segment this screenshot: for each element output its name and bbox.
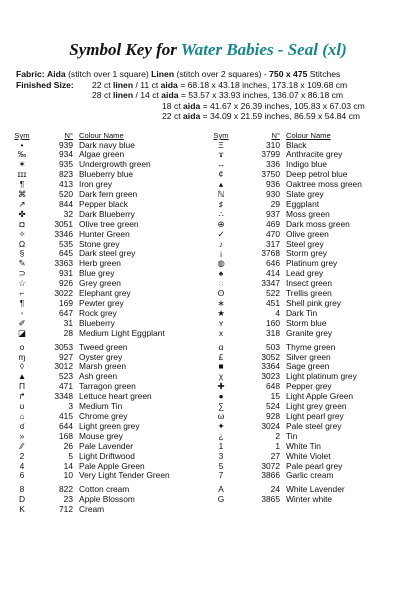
colour-name-cell: Light Apple Green <box>286 391 354 402</box>
number-cell: 469 <box>266 218 280 229</box>
symbol-cell: £ <box>218 351 224 362</box>
finished-row: 18 ct aida = 41.67 x 26.39 inches, 105.83 x 67.03 cm <box>162 100 365 111</box>
colour-name-cell: Insect green <box>286 278 333 289</box>
number-cell: 520 <box>59 189 73 200</box>
finished-rows <box>92 80 416 122</box>
symbol-cell: ∴ <box>218 208 224 219</box>
symbol-cell: o <box>19 341 25 352</box>
number-cell: 160 <box>266 317 280 328</box>
colour-name-cell: Mouse grey <box>79 430 123 441</box>
number-cell: 3346 <box>54 228 73 239</box>
finished-row: 22 ct aida = 34.09 x 21.59 inches, 86.59 x 54.84 cm <box>162 111 361 122</box>
symbol-cell: ✚ <box>217 381 225 392</box>
number-cell: 29 <box>270 198 280 209</box>
colour-name-cell: Moss green <box>286 208 330 219</box>
number-cell: 24 <box>270 484 280 495</box>
symbol-cell: ✶ <box>18 159 26 170</box>
title-prefix: Symbol Key for <box>69 40 181 59</box>
number-cell: 523 <box>59 371 73 382</box>
symbol-cell: ¢ <box>218 169 224 180</box>
table-row <box>10 505 198 515</box>
symbol-cell: ⌂ <box>19 410 25 421</box>
symbol-cell: ʊ <box>19 401 25 412</box>
fabric-label: Fabric: <box>16 69 45 79</box>
number-cell: 5 <box>68 450 73 461</box>
colour-name-cell: Medium Tin <box>79 401 123 412</box>
number-cell: 15 <box>270 391 280 402</box>
symbol-cell: ⌘ <box>17 189 27 200</box>
colour-name-cell: Oaktree moss green <box>286 179 362 190</box>
number-cell: 647 <box>59 307 73 318</box>
colour-name-cell: Tin <box>286 430 298 441</box>
page-title <box>0 40 416 60</box>
colour-name-cell: Winter white <box>286 494 333 505</box>
symbol-cell: ✐ <box>18 317 26 328</box>
number-cell: 644 <box>59 420 73 431</box>
number-cell: 168 <box>59 430 73 441</box>
number-cell: 3750 <box>261 169 280 180</box>
symbol-cell: ∗ <box>217 298 225 308</box>
number-cell: 3072 <box>261 460 280 471</box>
symbol-cell: ʛ <box>19 420 25 431</box>
number-cell: 27 <box>270 450 280 461</box>
number-cell: 3866 <box>261 470 280 481</box>
number-cell: 414 <box>266 268 280 279</box>
colour-name-cell: Pewter grey <box>79 298 124 308</box>
number-cell: 928 <box>266 410 280 421</box>
fabric-sep: - <box>263 69 267 79</box>
symbol-cell: ■ <box>218 361 224 372</box>
symbol-cell: 3 <box>218 450 224 461</box>
symbol-cell: ʘ <box>217 288 225 299</box>
symbol-cell: χ <box>218 371 224 382</box>
symbol-cell: A <box>218 484 224 495</box>
colour-name-cell: Granite grey <box>286 327 333 338</box>
number-cell: 470 <box>266 228 280 239</box>
fabric-stitches: 750 x 475 <box>269 69 308 79</box>
number-cell: 939 <box>59 139 73 150</box>
symbol-cell: ω <box>217 410 225 421</box>
symbol-cell: ⊃ <box>18 268 26 279</box>
fabric-aida-note: (stitch over 1 square) <box>68 69 149 79</box>
colour-name-cell: Light Driftwood <box>79 450 135 461</box>
colour-name-cell: Hunter Green <box>79 228 130 239</box>
colour-name-cell: Garlic cream <box>286 470 334 481</box>
symbol-cell: ◦ <box>20 307 24 318</box>
table-header <box>210 131 410 141</box>
table-row <box>210 422 410 432</box>
symbol-cell: ★ <box>217 307 225 318</box>
number-cell: 471 <box>59 381 73 392</box>
symbol-cell: ¡ <box>219 248 223 259</box>
colour-name-cell: Blue grey <box>79 268 115 279</box>
colour-name-cell: White Violet <box>286 450 331 461</box>
number-cell: 415 <box>59 410 73 421</box>
colour-name-cell: Lettuce heart green <box>79 391 152 402</box>
symbol-cell: ◌ <box>218 278 224 289</box>
header-sym: Sym <box>213 131 229 140</box>
header-name: Colour Name <box>79 131 124 140</box>
number-cell: 31 <box>63 317 73 328</box>
symbol-cell: ¶ <box>19 179 25 190</box>
symbol-cell: ∑ <box>218 401 224 412</box>
symbol-cell: ◪ <box>18 327 26 338</box>
symbol-cell: ɑ <box>218 341 224 352</box>
symbol-cell: ↔ <box>216 159 226 170</box>
symbol-cell: ℕ <box>217 189 225 200</box>
colour-name-cell: Cotton cream <box>79 484 130 495</box>
colour-name-cell: White Lavender <box>286 484 345 495</box>
finished-row: 28 ct linen / 14 ct aida = 53.57 x 33.93 inches, 136.07 x 86.18 cm <box>92 90 344 101</box>
symbol-cell: Ω <box>18 238 26 249</box>
symbol-cell: 2 <box>19 450 25 461</box>
colour-name-cell: Apple Blossom <box>79 494 135 505</box>
colour-name-cell: Pale steel grey <box>286 420 342 431</box>
symbol-cell: 6 <box>19 470 25 481</box>
number-cell: 32 <box>63 208 73 219</box>
number-cell: 3348 <box>54 391 73 402</box>
symbol-cell: ◍ <box>217 258 225 269</box>
symbol-cell: ⊕ <box>217 218 225 229</box>
number-cell: 10 <box>63 470 73 481</box>
header-sym: Sym <box>14 131 30 140</box>
symbol-cell: ¶ <box>19 298 25 308</box>
number-cell: 937 <box>266 208 280 219</box>
header-num: N° <box>64 131 73 140</box>
symbol-cell: 5 <box>218 460 224 471</box>
symbol-cell: Ξ <box>218 139 224 150</box>
symbol-cell: ▲ <box>17 371 27 382</box>
colour-name-cell: Ash green <box>79 371 118 382</box>
colour-name-cell: Elephant grey <box>79 288 131 299</box>
colour-name-cell: Tweed green <box>79 341 128 352</box>
number-cell: 844 <box>59 198 73 209</box>
number-cell: 26 <box>63 440 73 451</box>
number-cell: 930 <box>266 189 280 200</box>
colour-name-cell: Dark Tin <box>286 307 318 318</box>
header-num: N° <box>271 131 280 140</box>
number-cell: 936 <box>266 179 280 190</box>
table-row <box>210 452 410 462</box>
colour-name-cell: Dark navy blue <box>79 139 135 150</box>
colour-name-cell: Light green grey <box>79 420 140 431</box>
colour-name-cell: Olive tree green <box>79 218 139 229</box>
colour-name-cell: Chrome grey <box>79 410 128 421</box>
colour-name-cell: Medium Light Eggplant <box>79 327 165 338</box>
number-cell: 1 <box>275 440 280 451</box>
symbol-cell: K <box>19 504 25 515</box>
table-row <box>10 329 198 339</box>
symbol-table-left <box>10 131 198 515</box>
symbol-cell: x <box>218 327 224 338</box>
symbol-cell: ● <box>218 391 224 402</box>
colour-name-cell: Olive green <box>286 228 329 239</box>
number-cell: 927 <box>59 351 73 362</box>
number-cell: 3023 <box>261 371 280 382</box>
colour-name-cell: Pepper grey <box>286 381 332 392</box>
colour-name-cell: Blueberry <box>79 317 115 328</box>
number-cell: 336 <box>266 159 280 170</box>
number-cell: 451 <box>266 298 280 308</box>
colour-name-cell: Shell pink grey <box>286 298 341 308</box>
symbol-cell: 7 <box>218 470 224 481</box>
number-cell: 931 <box>59 268 73 279</box>
number-cell: 23 <box>63 494 73 505</box>
symbol-cell: ▴ <box>218 179 224 190</box>
number-cell: 648 <box>266 381 280 392</box>
symbol-cell: ʏ <box>218 317 224 328</box>
symbol-cell: G <box>217 494 225 505</box>
symbol-cell: ↱ <box>18 391 26 402</box>
symbol-cell: D <box>18 494 26 505</box>
symbol-cell: § <box>19 248 25 259</box>
symbol-cell: ♯ <box>218 198 224 209</box>
symbol-cell: ♠ <box>218 268 224 279</box>
fabric-info <box>16 69 411 124</box>
colour-name-cell: Anthracite grey <box>286 149 343 160</box>
colour-name-cell: Deep petrol blue <box>286 169 348 180</box>
number-cell: 3 <box>68 401 73 412</box>
number-cell: 3022 <box>54 288 73 299</box>
colour-name-cell: Indigo blue <box>286 159 327 170</box>
colour-name-cell: Stone grey <box>79 238 120 249</box>
colour-name-cell: Storm grey <box>286 248 327 259</box>
colour-name-cell: Pale Lavender <box>79 440 134 451</box>
colour-name-cell: Platinum grey <box>286 258 338 269</box>
colour-name-cell: Eggplant <box>286 198 320 209</box>
number-cell: 522 <box>266 288 280 299</box>
fabric-row <box>16 69 411 80</box>
symbol-cell: ↗ <box>18 198 26 209</box>
symbol-cell: ✦ <box>217 420 225 431</box>
number-cell: 3364 <box>261 361 280 372</box>
number-cell: 4 <box>275 307 280 318</box>
symbol-cell: 8 <box>19 484 25 495</box>
number-cell: 3012 <box>54 361 73 372</box>
symbol-cell: 4 <box>19 460 25 471</box>
colour-name-cell: Dark moss green <box>286 218 350 229</box>
colour-name-cell: Algae green <box>79 149 125 160</box>
colour-name-cell: Pepper black <box>79 198 128 209</box>
colour-name-cell: Undergrowth green <box>79 159 151 170</box>
colour-name-cell: Dark fern green <box>79 189 138 200</box>
number-cell: 28 <box>63 327 73 338</box>
fabric-linen: Linen <box>151 69 175 79</box>
symbol-cell: » <box>19 430 25 441</box>
number-cell: 503 <box>266 341 280 352</box>
symbol-cell: ⌐ <box>19 288 25 299</box>
colour-name-cell: Pale Apple Green <box>79 460 145 471</box>
colour-name-cell: Trellis green <box>286 288 332 299</box>
symbol-cell: ¿ <box>218 430 224 441</box>
symbol-cell: ✧ <box>18 228 26 239</box>
symbol-cell: ◊ <box>19 361 25 372</box>
symbol-cell: ♪ <box>218 238 224 249</box>
colour-name-cell: Sage green <box>286 361 330 372</box>
colour-name-cell: Cream <box>79 504 105 515</box>
colour-name-cell: Lead grey <box>286 268 324 279</box>
colour-name-cell: Grey green <box>79 278 121 289</box>
colour-name-cell: Blueberry blue <box>79 169 134 180</box>
colour-name-cell: Iron grey <box>79 179 113 190</box>
colour-name-cell: Rock grey <box>79 307 117 318</box>
title-highlight: Water Babies - Seal (xl) <box>180 40 347 59</box>
colour-name-cell: Silver green <box>286 351 331 362</box>
symbol-cell: Π <box>18 381 26 392</box>
symbol-cell: ɱ <box>18 351 26 362</box>
symbol-cell: ϫ <box>218 149 224 160</box>
symbol-cell: 1 <box>218 440 224 451</box>
number-cell: 822 <box>59 484 73 495</box>
symbol-cell: ɪɪɪ <box>17 169 27 180</box>
table-row <box>210 329 410 339</box>
number-cell: 645 <box>59 248 73 259</box>
number-cell: 3865 <box>261 494 280 505</box>
colour-name-cell: Slate grey <box>286 189 324 200</box>
colour-name-cell: Dark Blueberry <box>79 208 135 219</box>
number-cell: 169 <box>59 298 73 308</box>
number-cell: 310 <box>266 139 280 150</box>
symbol-cell: ✓ <box>217 228 225 239</box>
colour-name-cell: Storm blue <box>286 317 327 328</box>
number-cell: 3052 <box>261 351 280 362</box>
colour-name-cell: Light grey green <box>286 401 347 412</box>
colour-name-cell: Dark steel grey <box>79 248 136 259</box>
colour-name-cell: Herb green <box>79 258 121 269</box>
number-cell: 3053 <box>54 341 73 352</box>
number-cell: 712 <box>59 504 73 515</box>
number-cell: 823 <box>59 169 73 180</box>
symbol-cell: ◘ <box>19 218 25 229</box>
number-cell: 317 <box>266 238 280 249</box>
table-row <box>210 471 410 481</box>
colour-name-cell: Marsh green <box>79 361 127 372</box>
symbol-table-right <box>210 131 410 505</box>
finished-size-block <box>16 80 411 124</box>
header-name: Colour Name <box>286 131 331 140</box>
colour-name-cell: Light platinum grey <box>286 371 357 382</box>
symbol-cell: ⁄⁄ <box>20 440 24 451</box>
table-row <box>10 471 198 481</box>
number-cell: 535 <box>59 238 73 249</box>
colour-name-cell: Black <box>286 139 307 150</box>
colour-name-cell: White Tin <box>286 440 321 451</box>
number-cell: 3024 <box>261 420 280 431</box>
number-cell: 413 <box>59 179 73 190</box>
fabric-aida: Aida <box>47 69 66 79</box>
number-cell: 935 <box>59 159 73 170</box>
colour-name-cell: Steel grey <box>286 238 324 249</box>
number-cell: 3363 <box>54 258 73 269</box>
colour-name-cell: Very Light Tender Green <box>79 470 170 481</box>
table-row <box>10 495 198 505</box>
symbol-cell: ☆ <box>18 278 26 289</box>
number-cell: 934 <box>59 149 73 160</box>
symbol-cell: • <box>20 139 24 150</box>
number-cell: 318 <box>266 327 280 338</box>
number-cell: 2 <box>275 430 280 441</box>
number-cell: 3347 <box>261 278 280 289</box>
number-cell: 3051 <box>54 218 73 229</box>
number-cell: 646 <box>266 258 280 269</box>
symbol-cell: ✎ <box>18 258 26 269</box>
number-cell: 524 <box>266 401 280 412</box>
table-row <box>210 495 410 505</box>
colour-name-cell: Pale pearl grey <box>286 460 343 471</box>
symbol-cell: ✤ <box>18 208 26 219</box>
number-cell: 14 <box>63 460 73 471</box>
fabric-linen-note: (stitch over 2 squares) <box>176 69 262 79</box>
number-cell: 3799 <box>261 149 280 160</box>
number-cell: 926 <box>59 278 73 289</box>
number-cell: 3768 <box>261 248 280 259</box>
symbol-cell: ‰ <box>17 149 27 160</box>
colour-name-cell: Thyme green <box>286 341 336 352</box>
colour-name-cell: Light pearl grey <box>286 410 344 421</box>
finished-label: Finished Size: <box>16 79 74 90</box>
colour-name-cell: Oyster grey <box>79 351 123 362</box>
fabric-stitches-suffix: Stitches <box>309 69 341 79</box>
table-row <box>10 452 198 462</box>
finished-row: 22 ct linen / 11 ct aida = 68.18 x 43.18 inches, 173.18 x 109.68 cm <box>92 79 348 90</box>
colour-name-cell: Tarragon green <box>79 381 136 392</box>
